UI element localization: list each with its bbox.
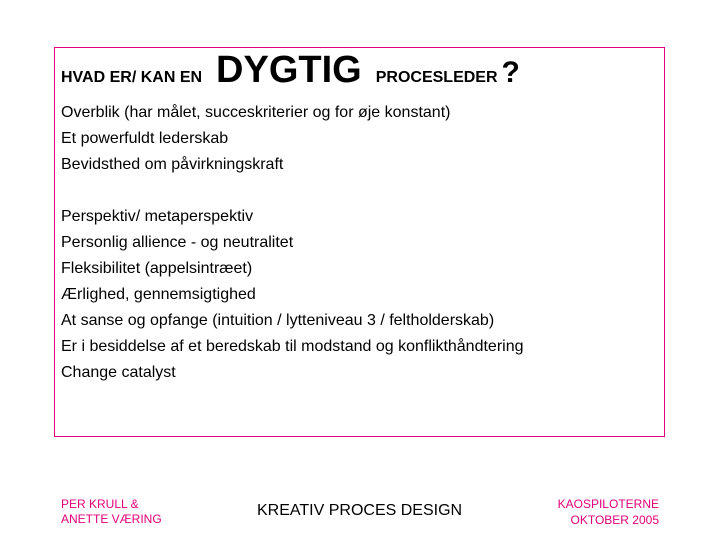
slide-title [61,49,520,92]
list-item: Ærlighed, gennemsigtighed [61,286,256,303]
title-suffix: PROCESLEDER [375,69,498,86]
footer-date: OKTOBER 2005 [570,513,659,527]
title-question-mark: ? [501,56,520,89]
list-item: At sanse og opfange (intuition / lytteniveau 3 / feltholderskab) [61,312,495,329]
list-item: Overblik (har målet, succeskriterier og for øje konstant) [61,104,451,121]
bullet-group-1 [61,100,450,178]
list-item: Personlig allience - og neutralitet [61,234,294,251]
footer-author-line: ANETTE VÆRING [61,512,162,526]
list-item: Fleksibilitet (appelsintræet) [61,260,253,277]
footer-org-name: KAOSPILOTERNE [557,497,659,511]
title-highlight: DYGTIG [216,49,362,91]
list-item: Et powerfuldt lederskab [61,130,229,147]
footer-course-title: KREATIV PROCES DESIGN [257,502,463,519]
bullet-group-2 [61,204,524,386]
list-item: Bevidsthed om påvirkningskraft [61,156,284,173]
footer-author-line: PER KRULL & [61,497,139,511]
title-prefix: HVAD ER/ KAN EN [61,69,203,86]
list-item: Change catalyst [61,364,176,381]
footer-authors [61,497,162,527]
list-item: Er i besiddelse af et beredskab til modstand og konflikthåndtering [61,338,524,355]
footer-organization [558,496,659,528]
list-item: Perspektiv/ metaperspektiv [61,208,254,225]
